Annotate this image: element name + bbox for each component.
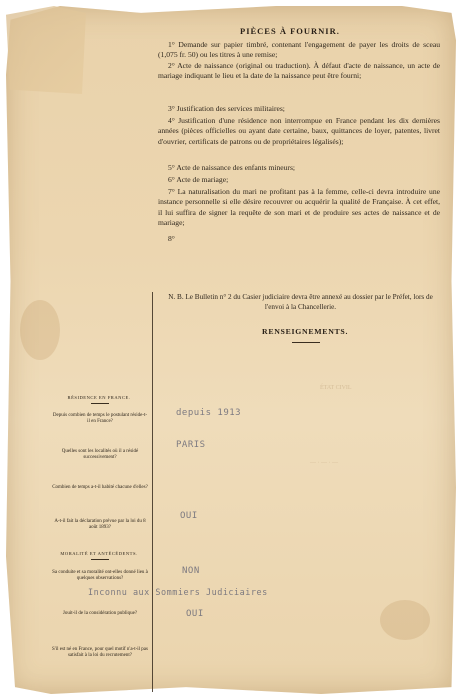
question-localites: Quelles sont les localités où il a résidé successivement? [61,449,139,461]
piece-3: 3° Justification des services militaires; [168,104,285,113]
answer-consideration: OUI [186,609,204,619]
show-through-text: — · — · — [310,460,338,466]
renseignements-heading: RENSEIGNEMENTS. [262,327,349,336]
section-rule [91,559,109,560]
section-moralite: MORALITÉ ET ANTÉCÉDENTS. [60,551,138,556]
column-divider [152,292,153,692]
paper-stain [20,300,60,360]
heading-rule [292,342,320,343]
piece-1: 1° Demande sur papier timbré, contenant l'engagement de payer les droits de sceau (1,075 fr. 50) ou les titres à une remise; [158,40,440,60]
question-consideration: Jouit-il de la considération publique? [62,611,138,616]
paper-stain [380,600,430,640]
torn-corner [6,6,86,94]
section-residence: RÉSIDENCE EN FRANCE. [67,395,131,400]
answer-duree: depuis 1913 [176,408,242,418]
piece-6: 6° Acte de mariage; [168,175,229,184]
answer-casier: Inconnu aux Sommiers Judiciaires [88,588,268,598]
question-declaration: A-t-il fait la déclaration prévue par la loi du 8 août 1893? [54,519,146,531]
question-habitation: Combien de temps a-t-il habité chacune d'elles? [52,485,148,490]
piece-7: 7° La naturalisation du mari ne profitant pas à la femme, celle-ci devra introduire une instance personnelle si elle désire recouvrer ou acquérir la qualité de Française. À cet effet, il lui suffira de signer la requête de son mari et de produire ses actes de naissance et de mariage; [158,187,440,227]
piece-5: 5° Acte de naissance des enfants mineurs; [168,163,296,172]
answer-conduite: NON [182,566,200,576]
question-duree: Depuis combien de temps le postulant réside-t-il en France? [52,413,148,425]
page-title: PIÈCES À FOURNIR. [240,26,340,36]
show-through-text: ÉTAT CIVIL [320,385,352,391]
piece-8: 8° [168,234,175,243]
section-rule [91,403,109,404]
piece-2: 2° Acte de naissance (original ou traduction). À défaut d'acte de naissance, un acte de mariage indiquant le lieu et la date de la naissance peut être fourni; [158,61,440,81]
answer-localites: PARIS [176,440,206,450]
question-recrutement: S'il est né en France, pour quel motif n'a-t-il pas satisfait à la loi du recrutement? [52,647,148,659]
answer-declaration: OUI [180,511,198,521]
nb-note: N. B. Le Bulletin n° 2 du Casier judiciaire devra être annexé au dossier par le Préfet, lors de l'envoi à la Chancellerie. [168,293,433,311]
piece-4: 4° Justification d'une résidence non interrompue en France pendant les dix dernières années (pièces officielles ou ayant date certaine, baux, quittances de loyer, patentes, livret d'ouvrier, certificats de patrons ou de propriétaires légalisés); [158,116,440,146]
question-conduite: Sa conduite et sa moralité ont-elles donné lieu à quelques observations? [52,570,148,582]
